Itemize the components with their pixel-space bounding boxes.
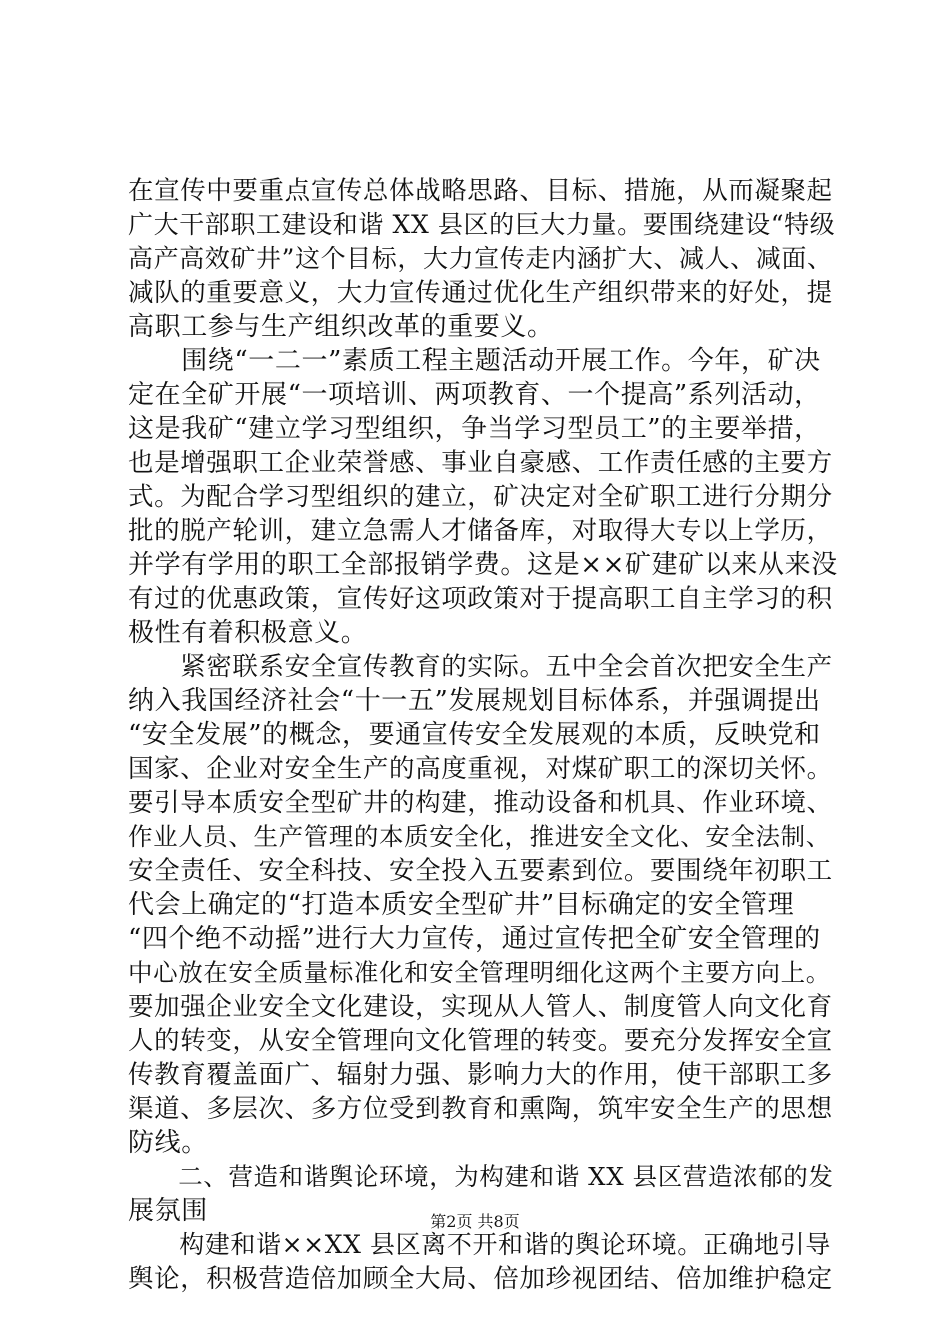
text-line: 展氛围 [128, 1196, 208, 1226]
text-line: “安全发展”的概念，要通宣传安全发展观的本质，反映党和 [128, 720, 821, 750]
text-line: 安全责任、安全科技、安全投入五要素到位。要围绕年初职工 [128, 856, 833, 886]
body-text [128, 174, 840, 1296]
page-footer: 第2页 共8页 [430, 1212, 520, 1231]
text-line: 作业人员、生产管理的本质安全化，推进安全文化、安全法制、 [128, 822, 831, 851]
text-line: 渠道、多层次、多方位受到教育和熏陶，筑牢安全生产的思想 [128, 1094, 833, 1124]
text-line: 极性有着积极意义。 [128, 618, 368, 648]
text-line: 舆论，积极营造倍加顾全大局、倍加珍视团结、倍加维护稳定 [128, 1264, 833, 1294]
text-line: 二、营造和谐舆论环境，为构建和谐 XX 县区营造浓郁的发 [128, 1162, 834, 1191]
text-line: 紧密联系安全宣传教育的实际。五中全会首次把安全生产 [128, 652, 833, 682]
text-line: 高产高效矿井”这个目标，大力宣传走内涵扩大、减人、减面、 [128, 244, 833, 273]
text-line: 中心放在安全质量标准化和安全管理明细化这两个主要方向上。 [128, 958, 831, 987]
text-line: 代会上确定的“打造本质安全型矿井”目标确定的安全管理 [128, 890, 795, 920]
text-line: 人的转变，从安全管理向文化管理的转变。要充分发挥安全宣 [128, 1026, 833, 1056]
text-line: 批的脱产轮训，建立急需人才储备库，对取得大专以上学历， [128, 516, 833, 546]
text-line: “四个绝不动摇”进行大力宣传，通过宣传把全矿安全管理的 [128, 924, 821, 954]
text-line: 在宣传中要重点宣传总体战略思路、目标、措施，从而凝聚起 [128, 176, 833, 206]
text-line: 这是我矿“建立学习型组织，争当学习型员工”的主要举措， [128, 414, 821, 444]
text-line: 也是增强职工企业荣誉感、事业自豪感、工作责任感的主要方 [128, 448, 833, 478]
text-line: 围绕“一二一”素质工程主题活动开展工作。今年，矿决 [128, 346, 821, 376]
text-line: 构建和谐××XX 县区离不开和谐的舆论环境。正确地引导 [128, 1230, 831, 1259]
text-line: 防线。 [128, 1128, 208, 1158]
text-line: 要加强企业安全文化建设，实现从人管人、制度管人向文化育 [128, 992, 833, 1022]
text-line: 减队的重要意义，大力宣传通过优化生产组织带来的好处，提 [128, 278, 833, 308]
text-line: 国家、企业对安全生产的高度重视，对煤矿职工的深切关怀。 [128, 754, 833, 784]
text-line: 定在全矿开展“一项培训、两项教育、一个提高”系列活动， [128, 380, 821, 410]
text-line: 有过的优惠政策，宣传好这项政策对于提高职工自主学习的积 [128, 584, 833, 614]
text-line: 并学有学用的职工全部报销学费。这是××矿建矿以来从来没 [128, 550, 838, 580]
text-line: 式。为配合学习型组织的建立，矿决定对全矿职工进行分期分 [128, 482, 833, 512]
text-line: 传教育覆盖面广、辐射力强、影响力大的作用，使干部职工多 [128, 1060, 833, 1090]
text-line: 纳入我国经济社会“十一五”发展规划目标体系，并强调提出 [128, 686, 821, 716]
text-line: 要引导本质安全型矿井的构建，推动设备和机具、作业环境、 [128, 788, 833, 818]
text-line: 广大干部职工建设和谐 XX 县区的巨大力量。要围绕建设“特级 [128, 210, 836, 239]
text-line: 高职工参与生产组织改革的重要义。 [128, 312, 554, 342]
